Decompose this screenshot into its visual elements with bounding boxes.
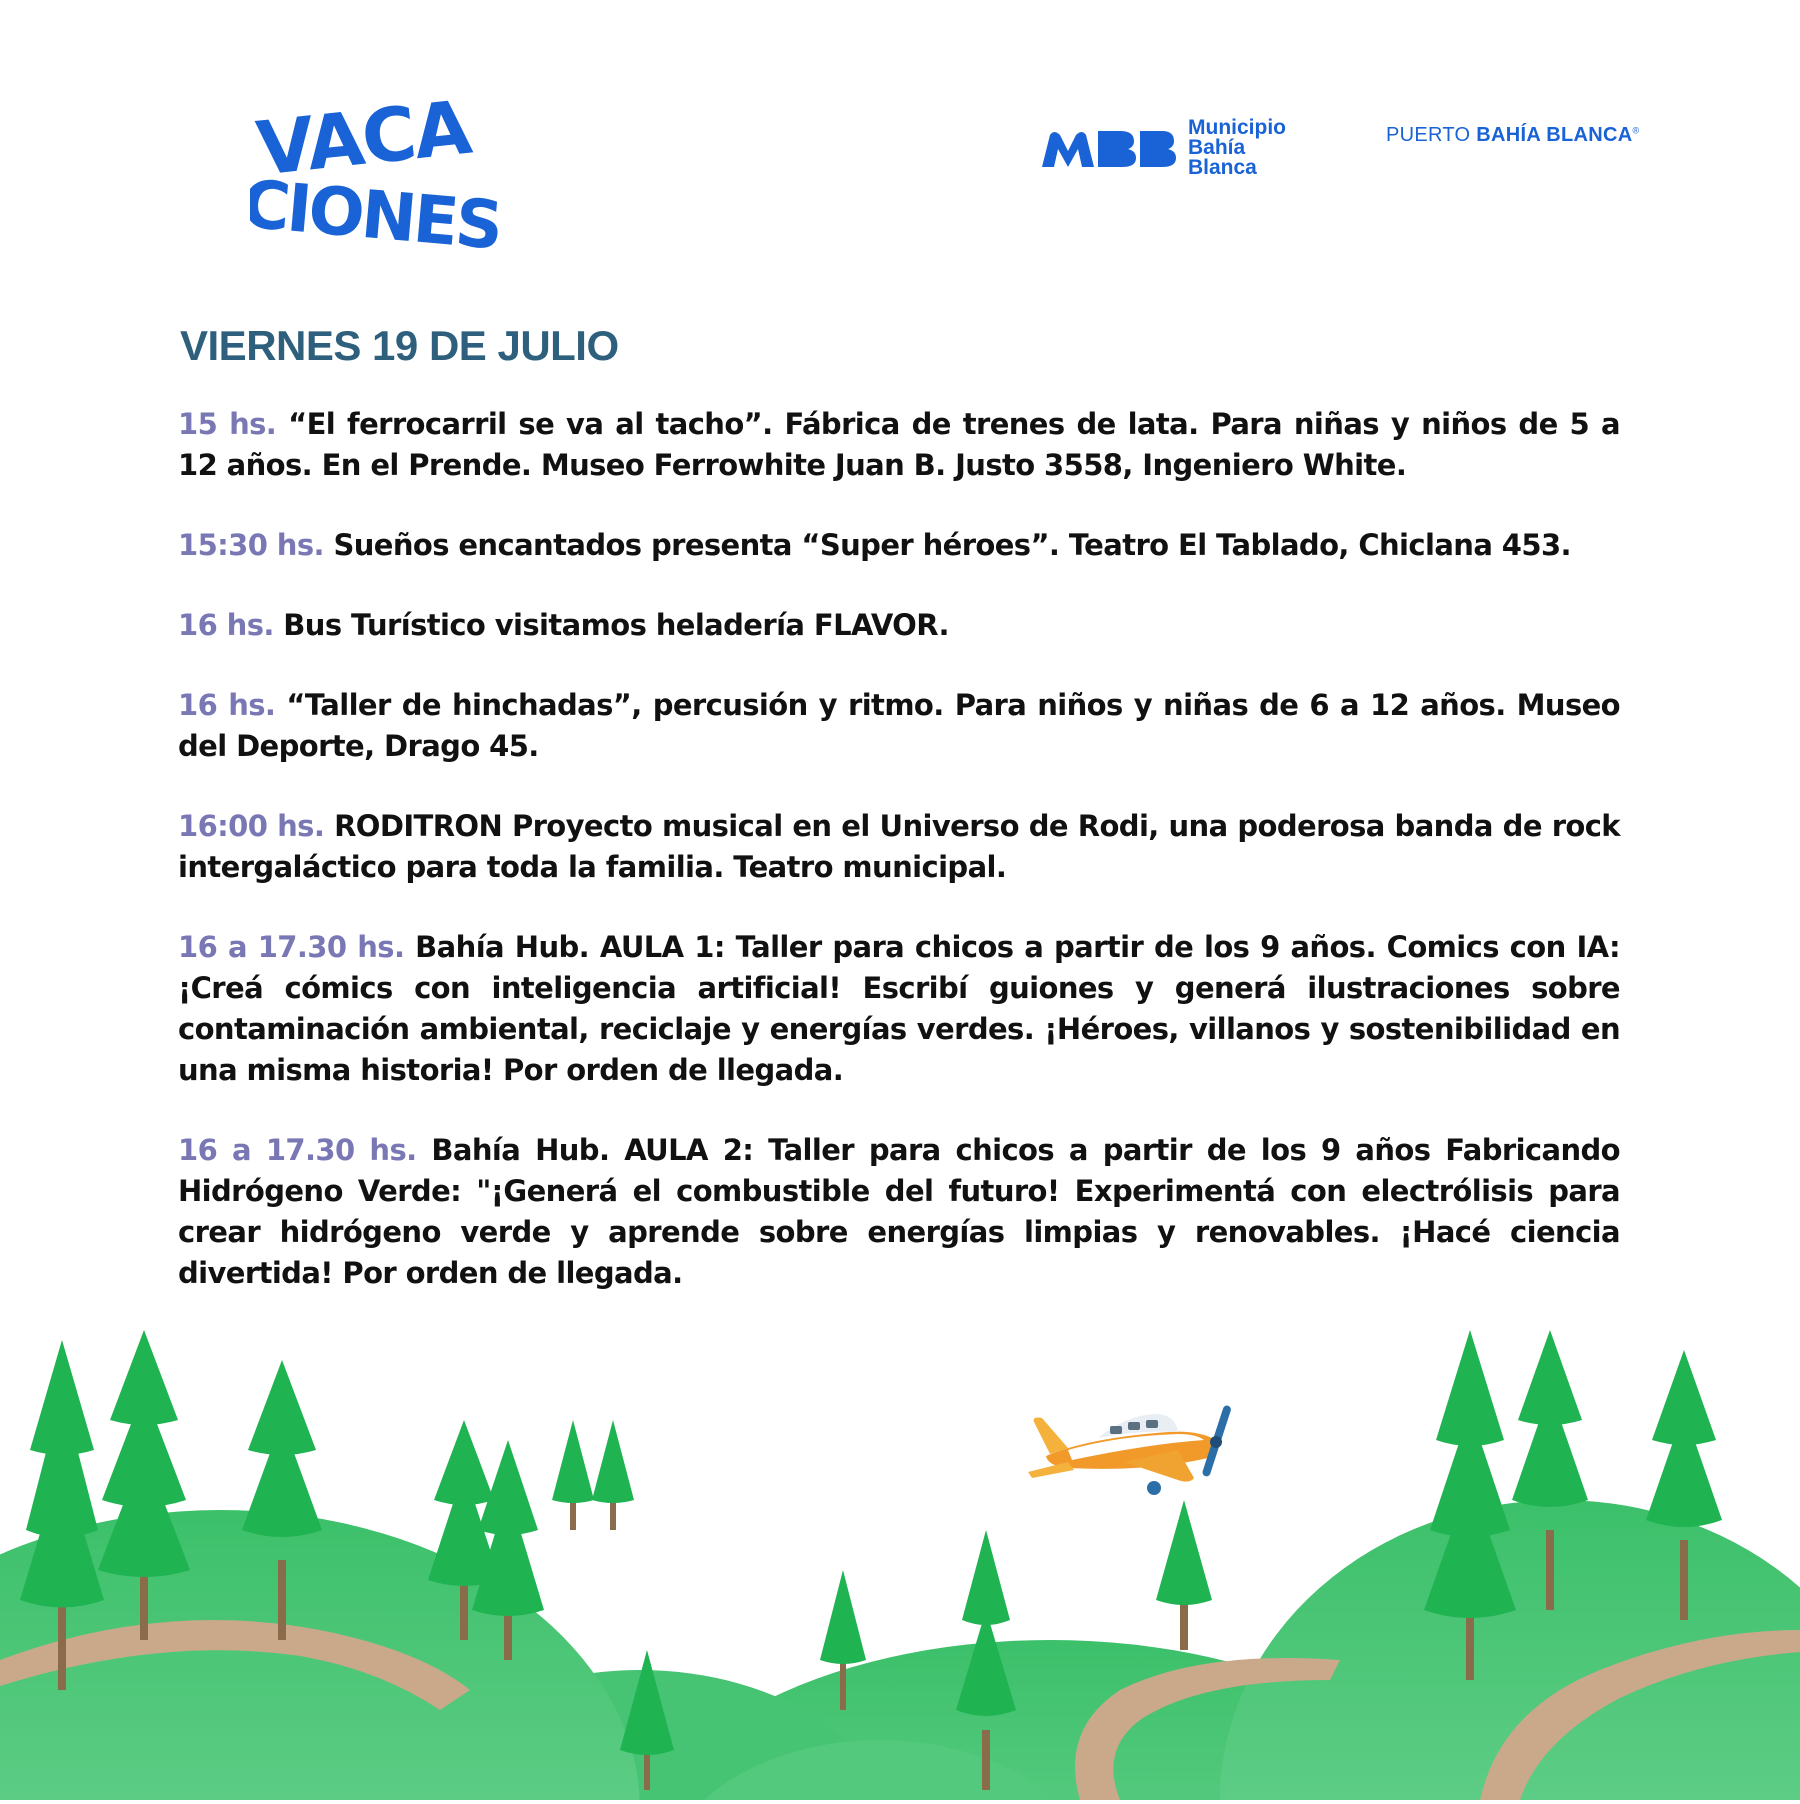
event-text: Sueños encantados presenta “Super héroes”. Teatro El Tablado, Chiclana 453.	[333, 528, 1571, 562]
logo-vaca-line1: VACA	[252, 90, 474, 193]
event-time: 16 a 17.30 hs.	[178, 930, 405, 964]
event-item	[178, 404, 1620, 486]
event-item	[178, 1130, 1620, 1294]
puerto-mark: ®	[1632, 125, 1640, 136]
event-time: 16 hs.	[178, 608, 274, 642]
event-item	[178, 806, 1620, 888]
event-time: 16 hs.	[178, 688, 276, 722]
page-title: VIERNES 19 DE JULIO	[180, 322, 619, 369]
hills-illustration	[0, 1330, 1800, 1800]
mbb-line1: Municipio	[1188, 116, 1286, 139]
event-text: Bahía Hub. AULA 2: Taller para chicos a partir de los 9 años Fabricando Hidrógeno Verde: "¡Generá el combustible del futuro! Experimentá con electrólisis para crear hidrógeno verde y aprende sobre energías limpias y renovables. ¡Hacé ciencia divertida! Por orden de llegada.	[178, 1133, 1621, 1290]
vacaciones-logo	[250, 90, 550, 260]
mbb-mark-icon	[1040, 127, 1176, 169]
events-list	[178, 404, 1620, 1333]
event-time: 16 a 17.30 hs.	[178, 1133, 417, 1167]
municipio-logo	[1040, 118, 1286, 178]
mbb-line3: Blanca	[1188, 156, 1257, 179]
event-text: Bus Turístico visitamos heladería FLAVOR.	[283, 608, 949, 642]
event-time: 15:30 hs.	[178, 528, 324, 562]
puerto-logo	[1386, 124, 1639, 147]
event-text: Bahía Hub. AULA 1: Taller para chicos a partir de los 9 años. Comics con IA: ¡Creá cómics con inteligencia artificial! Escribí guiones y generá ilustraciones sobre contaminación ambiental, reciclaje y energías verdes. ¡Héroes, villanos y sostenibilidad en una misma historia! Por orden de llegada.	[178, 930, 1621, 1087]
event-text: RODITRON Proyecto musical en el Universo de Rodi, una poderosa banda de rock intergaláctico para toda la familia. Teatro municipal.	[178, 809, 1620, 884]
mbb-line2: Bahía	[1188, 136, 1246, 159]
event-item	[178, 525, 1620, 566]
puerto-bold: BAHÍA BLANCA	[1476, 124, 1633, 146]
event-item	[178, 605, 1620, 646]
puerto-light: PUERTO	[1386, 124, 1471, 146]
event-item	[178, 685, 1620, 767]
event-text: “Taller de hinchadas”, percusión y ritmo. Para niños y niñas de 6 a 12 años. Museo del Deporte, Drago 45.	[178, 688, 1620, 763]
event-time: 16:00 hs.	[178, 809, 325, 843]
logo-vaca-line2: CIONES	[250, 165, 504, 260]
event-item	[178, 927, 1620, 1091]
event-text: “El ferrocarril se va al tacho”. Fábrica de trenes de lata. Para niñas y niños de 5 a 12 años. En el Prende. Museo Ferrowhite Juan B. Justo 3558, Ingeniero White.	[178, 407, 1621, 482]
event-time: 15 hs.	[178, 407, 277, 441]
